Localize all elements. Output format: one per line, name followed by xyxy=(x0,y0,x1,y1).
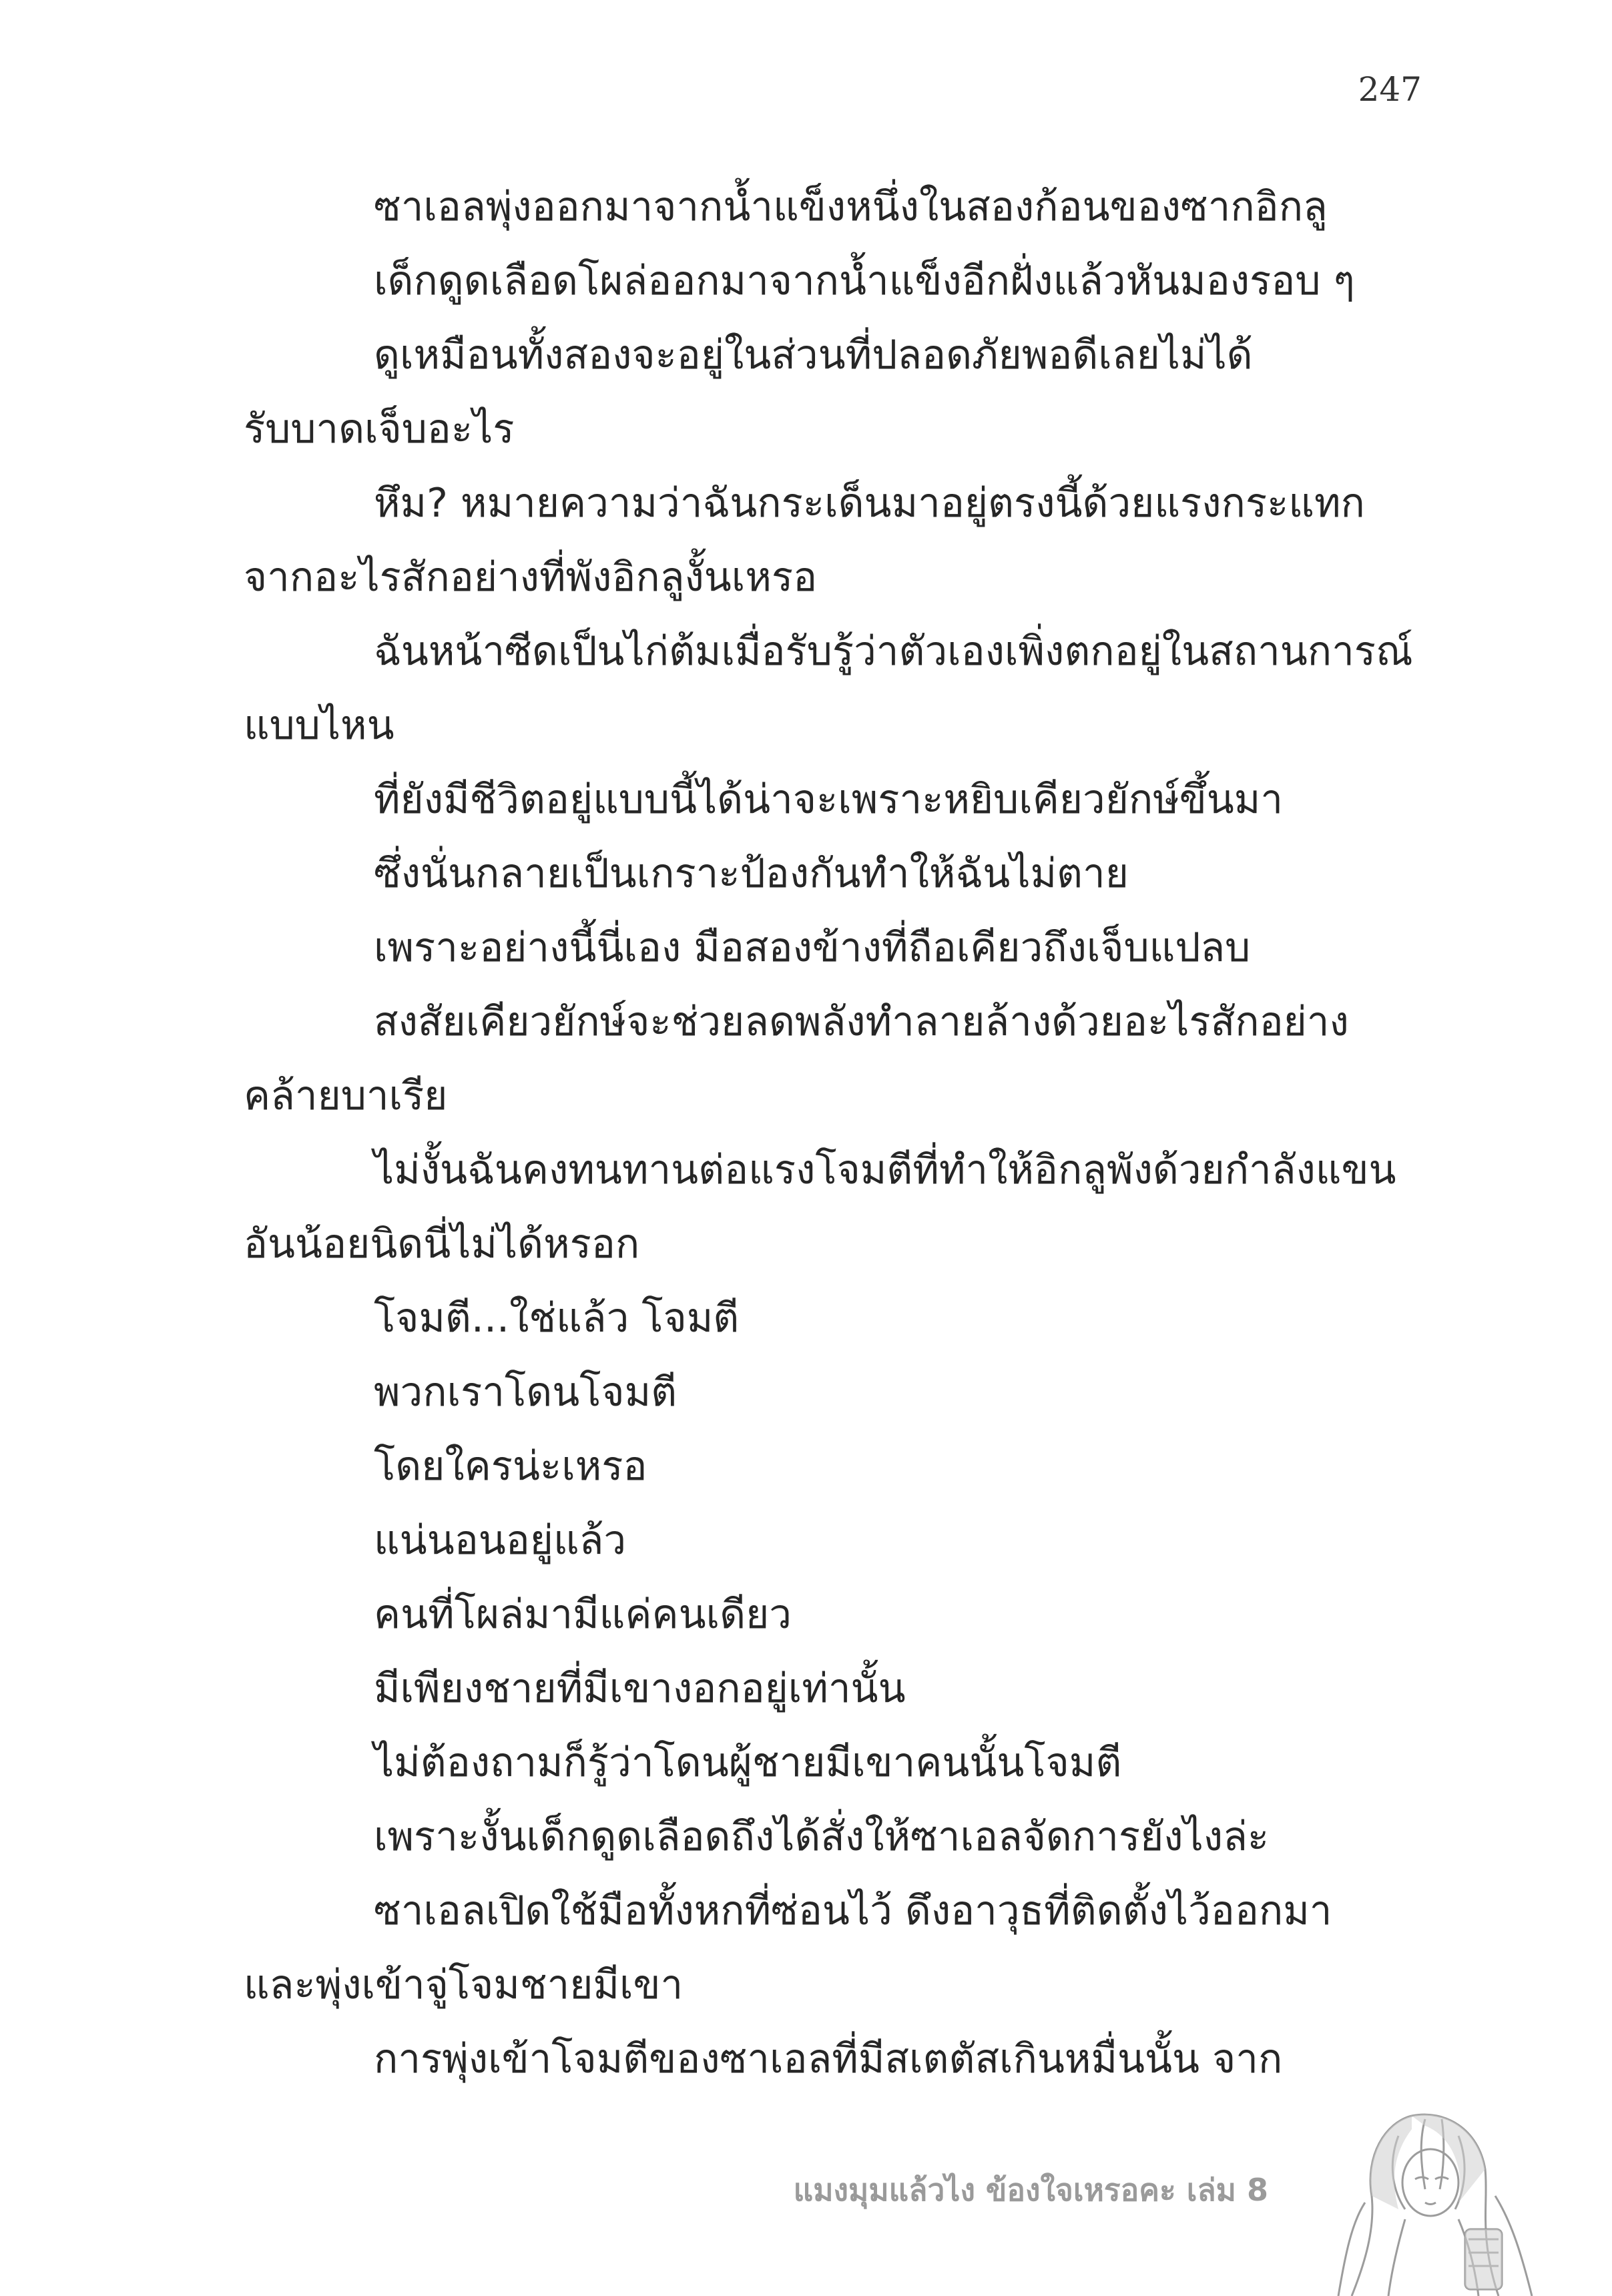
text-line: เด็กดูดเลือดโผล่ออกมาจากน้ำแข็งอีกฝั่งแล้วหันมองรอบ ๆ xyxy=(374,258,1355,304)
text-line: แน่นอนอยู่แล้ว xyxy=(374,1517,627,1564)
text-line: ไม่งั้นฉันคงทนทานต่อแรงโจมตีที่ทำให้อิกลูพังด้วยกำลังแขน xyxy=(374,1147,1396,1193)
body-text xyxy=(244,170,1418,2096)
text-line: แบบไหน xyxy=(244,702,394,749)
text-line: ซึ่งนั่นกลายเป็นเกราะป้องกันทำให้ฉันไม่ตาย xyxy=(374,850,1129,897)
text-line: อันน้อยนิดนี่ไม่ได้หรอก xyxy=(244,1221,640,1267)
text-line: จากอะไรสักอย่างที่พังอิกลูงั้นเหรอ xyxy=(244,554,818,601)
text-line: ซาเอลเปิดใช้มือทั้งหกที่ซ่อนไว้ ดึงอาวุธที่ติดตั้งไว้ออกมา xyxy=(374,1888,1332,1934)
text-line: คล้ายบาเรีย xyxy=(244,1073,448,1119)
text-line: โดยใครน่ะเหรอ xyxy=(374,1443,647,1490)
text-line: รับบาดเจ็บอะไร xyxy=(244,406,515,453)
text-line: เพราะอย่างนี้นี่เอง มือสองข้างที่ถือเคียวถึงเจ็บแปลบ xyxy=(374,924,1251,971)
text-line: ซาเอลพุ่งออกมาจากน้ำแข็งหนึ่งในสองก้อนของซากอิกลู xyxy=(374,184,1328,230)
text-line: การพุ่งเข้าโจมตีของซาเอลที่มีสเตตัสเกินหมื่นนั้น จาก xyxy=(374,2036,1283,2082)
text-line: เพราะงั้นเด็กดูดเลือดถึงได้สั่งให้ซาเอลจัดการยังไงล่ะ xyxy=(374,1813,1270,1860)
text-line: มีเพียงชายที่มีเขางอกอยู่เท่านั้น xyxy=(374,1665,906,1712)
text-line: หึม? หมายความว่าฉันกระเด็นมาอยู่ตรงนี้ด้วยแรงกระแทก xyxy=(374,480,1365,527)
text-line: ฉันหน้าซีดเป็นไก่ต้มเมื่อรับรู้ว่าตัวเองเพิ่งตกอยู่ในสถานการณ์ xyxy=(374,628,1413,675)
text-line: ไม่ต้องถามก็รู้ว่าโดนผู้ชายมีเขาคนนั้นโจมตี xyxy=(374,1739,1122,1786)
text-line: ดูเหมือนทั้งสองจะอยู่ในส่วนที่ปลอดภัยพอดีเลยไม่ได้ xyxy=(374,332,1253,378)
text-line: โจมตี...ใช่แล้ว โจมตี xyxy=(374,1295,740,1342)
text-line: และพุ่งเข้าจู่โจมชายมีเขา xyxy=(244,1962,684,2008)
text-line: พวกเราโดนโจมตี xyxy=(374,1369,678,1416)
footer-book-title: แมงมุมแล้วไง ข้องใจเหรอคะ เล่ม 8 xyxy=(793,2172,1268,2208)
page-number: 247 xyxy=(1358,70,1422,109)
text-line: คนที่โผล่มามีแค่คนเดียว xyxy=(374,1591,792,1638)
character-illustration xyxy=(1325,2102,1545,2296)
text-line: ที่ยังมีชีวิตอยู่แบบนี้ได้น่าจะเพราะหยิบเคียวยักษ์ขึ้นมา xyxy=(374,776,1284,823)
text-line: สงสัยเคียวยักษ์จะช่วยลดพลังทำลายล้างด้วยอะไรสักอย่าง xyxy=(374,998,1349,1045)
